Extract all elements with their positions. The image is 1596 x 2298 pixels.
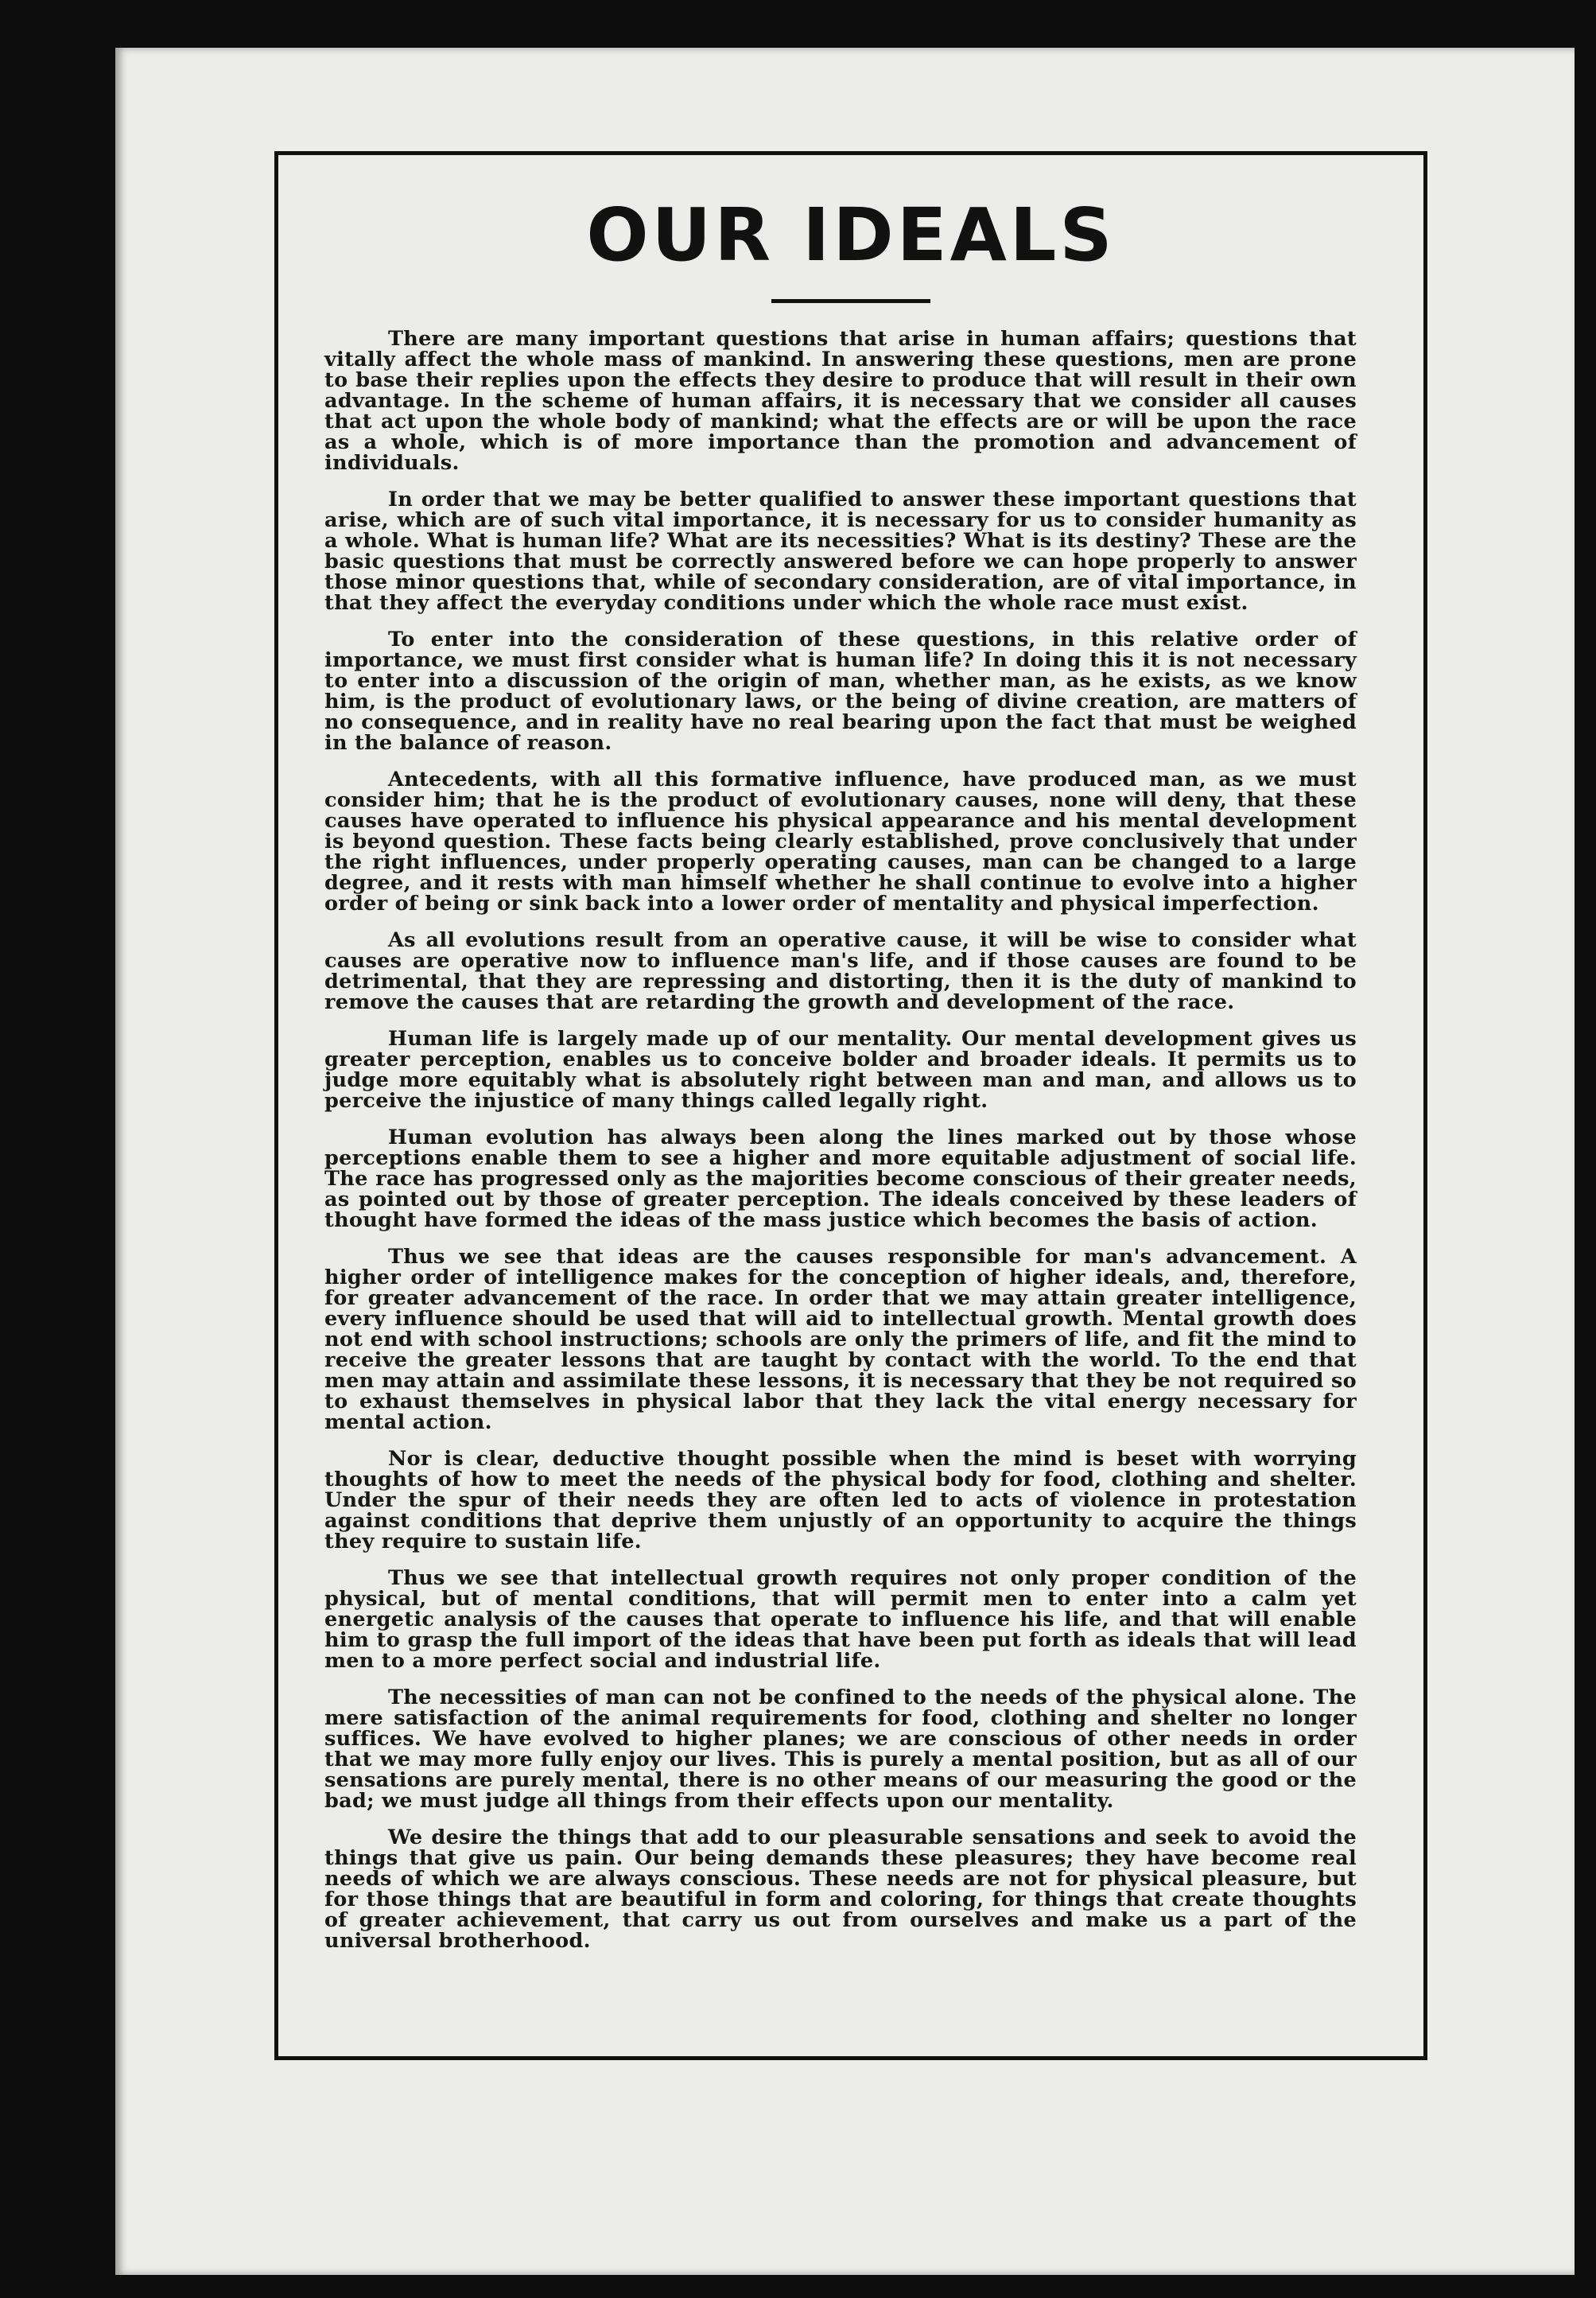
paragraph-7: Human evolution has always been along the lines marked out by those whose perceptions enable them to see a higher and more equitable adjustment of social life. The race has progressed only as the majorities become conscious of their greater needs, as pointed out by those of greater perception. The ideals conceived by these leaders of thought have formed the ideas of the mass justice which becomes the basis of action. — [324, 1126, 1357, 1232]
paragraph-10: Thus we see that intellectual growth requires not only proper condition of the physical, but of mental conditions, that will permit men to enter into a calm yet energetic analysis of the causes that operate to influence his life, and that will enable him to grasp the full import of the ideas that have been put forth as ideals that will lead men to a more perfect social and industrial life. — [324, 1566, 1357, 1673]
paragraph-11: The necessities of man can not be confined to the needs of the physical alone. The mere satisfaction of the animal requirements for food, clothing and shelter no longer suffices. We have evolved to higher planes; we are conscious of other needs in order that we may more fully enjoy our lives. This is purely a mental position, but as all of our sensations are purely mental, there is no other means of our measuring the good or the bad; we must judge all things from their effects upon our mentality. — [324, 1686, 1357, 1813]
paragraph-2: In order that we may be better qualified to answer these important questions that arise, which are of such vital importance, it is necessary for us to consider humanity as a whole. What is human life? What are its necessities? What is its destiny? These are the basic questions that must be correctly answered before we can hope properly to answer those minor questions that, while of secondary consideration, are of vital importance, in that they affect the everyday conditions under which the whole race must exist. — [324, 488, 1357, 615]
paragraph-9: Nor is clear, deductive thought possible when the mind is beset with worrying thoughts of how to meet the needs of the physical body for food, clothing and shelter. Under the spur of their needs they are often led to acts of violence in protestation against conditions that deprive them unjustly of an opportunity to acquire the things they require to sustain life. — [324, 1447, 1357, 1553]
paragraph-8: Thus we see that ideas are the causes responsible for man's advancement. A higher order of intelligence makes for the conception of higher ideals, and, therefore, for greater advancement of the race. In order that we may attain greater intelligence, every influence should be used that will aid to intellectual growth. Mental growth does not end with school instructions; schools are only the primers of life, and fit the mind to receive the greater lessons that are taught by contact with the world. To the end that men may attain and assimilate these lessons, it is necessary that they be not required so to exhaust themselves in physical labor that they lack the vital energy necessary for mental action. — [324, 1245, 1357, 1434]
paragraph-1: There are many important questions that arise in human affairs; questions that vitally affect the whole mass of mankind. In answering these questions, men are prone to base their replies upon the effects they desire to produce that will result in their own advantage. In the scheme of human affairs, it is necessary that we consider all causes that act upon the whole body of mankind; what the effects are or will be upon the race as a whole, which is of more importance than the promotion and advancement of individuals. — [324, 327, 1357, 475]
paragraph-12: We desire the things that add to our pleasurable sensations and seek to avoid the things that give us pain. Our being demands these pleasures; they have become real needs of which we are always conscious. These needs are not for physical pleasure, but for those things that are beautiful in form and coloring, for things that create thoughts of greater achievement, that carry us out from ourselves and make us a part of the universal brotherhood. — [324, 1826, 1357, 1953]
paragraph-6: Human life is largely made up of our mentality. Our mental development gives us greater perception, enables us to conceive bolder and broader ideals. It permits us to judge more equitably what is absolutely right between man and man, and allows us to perceive the injustice of many things called legally right. — [324, 1027, 1357, 1113]
article-body — [324, 329, 1357, 1951]
article-frame — [274, 151, 1427, 2060]
page-sheet — [115, 48, 1575, 2275]
title-rule — [771, 299, 930, 303]
paragraph-4: Antecedents, with all this formative influence, have produced man, as we must consider him; that he is the product of evolutionary causes, none will deny, that these causes have operated to influence his physical appearance and his mental development is beyond question. These facts being clearly established, prove conclusively that under the right influences, under properly operating causes, man can be changed to a large degree, and it rests with man himself whether he shall continue to evolve into a higher order of being or sink back into a lower order of mentality and physical imperfection. — [324, 768, 1357, 916]
paragraph-3: To enter into the consideration of these questions, in this relative order of importance, we must first consider what is human life? In doing this it is not necessary to enter into a discussion of the origin of man, whether man, as he exists, as we know him, is the product of evolutionary laws, or the being of divine creation, are matters of no consequence, and in reality have no real bearing upon the fact that must be weighed in the balance of reason. — [324, 628, 1357, 755]
article-title: OUR IDEALS — [586, 192, 1116, 278]
paragraph-5: As all evolutions result from an operative cause, it will be wise to consider what causes are operative now to influence man's life, and if those causes are found to be detrimental, that they are repressing and distorting, then it is the duty of mankind to remove the causes that are retarding the growth and development of the race. — [324, 928, 1357, 1014]
